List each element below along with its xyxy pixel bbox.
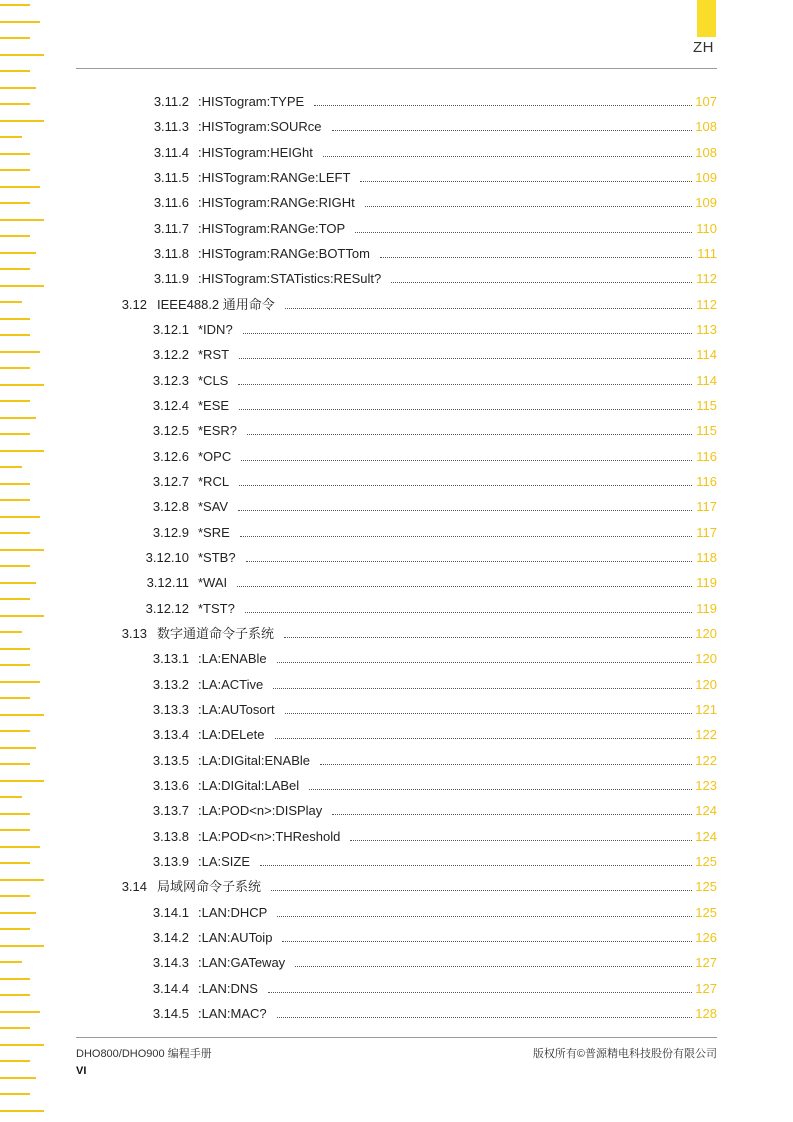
toc-dot-leader: [355, 232, 692, 233]
toc-entry-page: 109: [695, 169, 717, 185]
toc-dot-leader: [380, 257, 692, 258]
toc-entry-number: 3.14: [121, 879, 147, 895]
toc-entry-page: 117: [696, 499, 717, 515]
toc-entry[interactable]: [0, 599, 793, 619]
toc-entry[interactable]: [0, 700, 793, 720]
toc-dot-leader: [239, 409, 692, 410]
toc-entry-title: :LAN:DNS: [198, 980, 258, 996]
toc-section-entry[interactable]: [0, 295, 793, 315]
toc-entry-title: :LA:ACTive: [198, 676, 264, 692]
toc-entry[interactable]: [0, 1004, 793, 1024]
toc-entry-title: *STB?: [198, 549, 236, 565]
toc-dot-leader: [332, 130, 692, 131]
toc-entry-number: 3.14.2: [152, 929, 189, 945]
toc-entry-title: *ESR?: [198, 423, 238, 439]
toc-dot-leader: [240, 536, 692, 537]
toc-entry-number: 3.13.6: [152, 777, 189, 793]
toc-entry[interactable]: [0, 497, 793, 517]
toc-entry[interactable]: [0, 928, 793, 948]
toc-entry-title: *RCL: [198, 473, 230, 489]
toc-entry[interactable]: [0, 751, 793, 771]
toc-entry-number: 3.13.9: [152, 853, 189, 869]
toc-entry-number: 3.11.6: [153, 195, 189, 211]
toc-entry[interactable]: [0, 548, 793, 568]
toc-entry-number: 3.14.4: [152, 980, 189, 996]
toc-entry-page: 125: [695, 904, 717, 920]
toc-entry-title: :LA:POD<n>:DISPlay: [198, 803, 323, 819]
margin-tick: [0, 747, 36, 749]
toc-entry[interactable]: [0, 827, 793, 847]
toc-entry-number: 3.14.1: [152, 904, 189, 920]
margin-tick: [0, 1077, 36, 1079]
toc-entry[interactable]: [0, 801, 793, 821]
toc-dot-leader: [277, 662, 692, 663]
toc-entry-title: :HISTogram:HEIGht: [198, 144, 313, 160]
footer-copyright: 版权所有©普源精电科技股份有限公司: [532, 1048, 717, 1060]
toc-entry-title: :LA:AUTosort: [198, 701, 275, 717]
toc-entry-number: 3.12.1: [152, 321, 189, 337]
toc-dot-leader: [241, 460, 692, 461]
toc-entry-page: 125: [695, 879, 717, 895]
toc-dot-leader: [391, 282, 692, 283]
toc-dot-leader: [247, 434, 692, 435]
toc-entry[interactable]: [0, 903, 793, 923]
toc-entry-number: 3.14.3: [152, 955, 189, 971]
margin-tick: [0, 87, 36, 89]
toc-dot-leader: [260, 865, 692, 866]
footer-divider: [76, 1037, 717, 1038]
toc-entry-number: 3.11.5: [153, 169, 189, 185]
toc-entry-number: 3.13.5: [152, 752, 189, 768]
toc-entry-number: 3.12.10: [145, 549, 189, 565]
toc-section-entry[interactable]: [0, 624, 793, 644]
toc-entry-title: *RST: [198, 347, 230, 363]
toc-dot-leader: [332, 814, 692, 815]
toc-entry[interactable]: [0, 472, 793, 492]
footer-manual-title: DHO800/DHO900 编程手册: [76, 1048, 212, 1060]
toc-dot-leader: [239, 358, 692, 359]
toc-entry-page: 127: [695, 955, 717, 971]
toc-entry-page: 112: [696, 271, 717, 287]
toc-dot-leader: [365, 206, 692, 207]
toc-entry-page: 120: [695, 651, 717, 667]
toc-entry-number: 3.12: [121, 296, 147, 312]
toc-entry-number: 3.14.5: [152, 1005, 189, 1021]
toc-entry-page: 126: [695, 929, 717, 945]
toc-entry-title: :LA:SIZE: [198, 853, 251, 869]
toc-entry-title: :LA:ENABle: [198, 651, 267, 667]
toc-entry-number: 3.12.5: [152, 423, 189, 439]
toc-entry-number: 3.13.4: [152, 727, 189, 743]
toc-entry[interactable]: [0, 776, 793, 796]
toc-entry-title: :LAN:AUToip: [198, 929, 273, 945]
toc-entry-number: 3.12.12: [145, 600, 189, 616]
margin-tick: [0, 37, 30, 39]
toc-entry[interactable]: [0, 852, 793, 872]
margin-tick: [0, 1027, 30, 1029]
toc-entry-number: 3.11.8: [153, 245, 189, 261]
toc-entry-page: 121: [695, 701, 717, 717]
margin-tick: [0, 70, 30, 72]
toc-entry[interactable]: [0, 421, 793, 441]
toc-entry-number: 3.12.6: [152, 448, 189, 464]
toc-entry-title: :HISTogram:RANGe:RIGHt: [198, 195, 355, 211]
toc-entry[interactable]: [0, 396, 793, 416]
toc-entry-page: 113: [696, 321, 717, 337]
toc-entry[interactable]: [0, 447, 793, 467]
toc-entry-page: 119: [696, 600, 717, 616]
toc-entry-page: 107: [695, 94, 717, 109]
toc-dot-leader: [245, 612, 692, 613]
toc-entry-title: IEEE488.2 通用命令: [157, 296, 275, 312]
toc-entry-title: *OPC: [198, 448, 232, 464]
toc-entry-number: 3.11.7: [153, 220, 189, 236]
toc-entry-title: :HISTogram:RANGe:BOTTom: [198, 245, 370, 261]
toc-entry[interactable]: [0, 573, 793, 593]
toc-entry-title: :HISTogram:TYPE: [198, 94, 305, 109]
toc-entry-number: 3.12.4: [152, 397, 189, 413]
toc-entry[interactable]: [0, 244, 793, 264]
toc-dot-leader: [320, 764, 692, 765]
toc-entry-page: 108: [695, 119, 717, 135]
language-tab: [697, 0, 716, 37]
toc-dot-leader: [277, 1017, 692, 1018]
toc-dot-leader: [285, 308, 692, 309]
toc-entry-title: 数字通道命令子系统: [157, 625, 275, 641]
toc-dot-leader: [282, 941, 692, 942]
toc-dot-leader: [238, 384, 692, 385]
toc-entry-page: 120: [695, 625, 717, 641]
toc-entry-title: :LAN:MAC?: [198, 1005, 267, 1021]
toc-entry-title: :HISTogram:RANGe:LEFT: [198, 169, 351, 185]
toc-entry-number: 3.13.7: [152, 803, 189, 819]
toc-entry[interactable]: [0, 649, 793, 669]
margin-tick: [0, 1093, 30, 1095]
margin-tick: [0, 4, 30, 6]
toc-entry-page: 112: [696, 296, 717, 312]
toc-entry-page: 122: [695, 727, 717, 743]
toc-entry-page: 110: [696, 220, 717, 236]
toc-entry[interactable]: [0, 979, 793, 999]
toc-dot-leader: [309, 789, 692, 790]
toc-entry-page: 128: [695, 1005, 717, 1021]
toc-entry-page: 125: [695, 853, 717, 869]
toc-entry-title: *TST?: [198, 600, 235, 616]
toc-entry[interactable]: [0, 92, 793, 112]
toc-entry[interactable]: [0, 345, 793, 365]
toc-entry[interactable]: [0, 269, 793, 289]
toc-entry-page: 127: [695, 980, 717, 996]
toc-dot-leader: [323, 156, 692, 157]
toc-entry[interactable]: [0, 193, 793, 213]
toc-entry-title: :LA:DELete: [198, 727, 265, 743]
toc-entry-page: 114: [696, 372, 717, 388]
toc-dot-leader: [243, 333, 692, 334]
margin-tick: [0, 54, 44, 56]
toc-entry-page: 124: [695, 828, 717, 844]
toc-entry-number: 3.11.9: [153, 271, 189, 287]
toc-entry-title: 局域网命令子系统: [157, 879, 262, 895]
toc-entry-page: 117: [696, 524, 717, 540]
toc-dot-leader: [246, 561, 692, 562]
toc-dot-leader: [275, 738, 692, 739]
toc-entry-number: 3.13: [121, 625, 147, 641]
toc-entry-page: 119: [696, 575, 717, 591]
toc-entry-number: 3.13.1: [152, 651, 189, 667]
toc-dot-leader: [268, 992, 692, 993]
toc-entry-title: :LA:POD<n>:THReshold: [198, 828, 341, 844]
margin-tick: [0, 1044, 44, 1046]
margin-tick: [0, 1110, 44, 1112]
toc-dot-leader: [314, 105, 692, 106]
toc-entry-title: :LAN:GATeway: [198, 955, 286, 971]
toc-entry-number: 3.12.8: [152, 499, 189, 515]
toc-entry[interactable]: [0, 523, 793, 543]
toc-entry-title: *IDN?: [198, 321, 233, 337]
margin-tick: [0, 697, 30, 699]
toc-dot-leader: [360, 181, 692, 182]
toc-entry-page: 109: [695, 195, 717, 211]
toc-entry-page: 116: [696, 473, 717, 489]
toc-entry-page: 120: [695, 676, 717, 692]
toc-entry-title: :LAN:DHCP: [198, 904, 268, 920]
toc-entry-page: 124: [695, 803, 717, 819]
toc-entry-page: 115: [696, 397, 717, 413]
toc-entry-page: 114: [696, 347, 717, 363]
toc-entry-number: 3.11.2: [153, 94, 189, 109]
toc-entry[interactable]: [0, 219, 793, 239]
language-label: ZH: [693, 39, 714, 56]
toc-entry-title: :HISTogram:SOURce: [198, 119, 322, 135]
margin-tick: [0, 417, 36, 419]
toc-entry[interactable]: [0, 675, 793, 695]
toc-entry-page: 115: [696, 423, 717, 439]
toc-entry-page: 123: [695, 777, 717, 793]
toc-dot-leader: [277, 916, 692, 917]
toc-entry-page: 111: [697, 245, 717, 261]
toc-entry-number: 3.11.4: [153, 144, 189, 160]
toc-entry[interactable]: [0, 371, 793, 391]
toc-entry-number: 3.12.7: [152, 473, 189, 489]
toc-entry-title: *CLS: [198, 372, 229, 388]
toc-entry[interactable]: [0, 117, 793, 137]
toc-entry-page: 108: [695, 144, 717, 160]
toc-entry-page: 116: [696, 448, 717, 464]
margin-tick: [0, 21, 40, 23]
toc-dot-leader: [285, 713, 692, 714]
toc-entry[interactable]: [0, 143, 793, 163]
toc-entry-number: 3.13.8: [152, 828, 189, 844]
toc-dot-leader: [239, 485, 692, 486]
margin-tick: [0, 1060, 30, 1062]
toc-dot-leader: [271, 890, 692, 891]
toc-entry-page: 118: [696, 549, 717, 565]
toc-entry-number: 3.11.3: [153, 119, 189, 135]
toc-entry-title: :LA:DIGital:ENABle: [198, 752, 310, 768]
toc-entry-title: *WAI: [198, 575, 228, 591]
toc-dot-leader: [273, 688, 692, 689]
toc-entry-number: 3.12.3: [152, 372, 189, 388]
toc-entry-page: 122: [695, 752, 717, 768]
toc-entry-number: 3.12.2: [152, 347, 189, 363]
toc-entry[interactable]: [0, 953, 793, 973]
toc-entry-title: :LA:DIGital:LABel: [198, 777, 300, 793]
toc-entry-number: 3.12.9: [152, 524, 189, 540]
toc-entry[interactable]: [0, 725, 793, 745]
toc-dot-leader: [237, 586, 692, 587]
toc-section-entry[interactable]: [0, 877, 793, 897]
toc-entry-title: *ESE: [198, 397, 230, 413]
toc-dot-leader: [295, 966, 692, 967]
page-number: VI: [76, 1065, 87, 1077]
toc-entry[interactable]: [0, 320, 793, 340]
toc-dot-leader: [238, 510, 692, 511]
toc-entry-title: :HISTogram:RANGe:TOP: [198, 220, 346, 236]
toc-entry-title: :HISTogram:STATistics:RESult?: [198, 271, 382, 287]
toc-entry-title: *SRE: [198, 524, 230, 540]
margin-tick: [0, 796, 22, 798]
toc-entry-number: 3.12.11: [146, 575, 189, 591]
toc-entry[interactable]: [0, 168, 793, 188]
toc-dot-leader: [284, 637, 692, 638]
header-divider: [76, 68, 717, 69]
toc-entry-number: 3.13.3: [152, 701, 189, 717]
toc-entry-title: *SAV: [198, 499, 229, 515]
margin-tick: [0, 367, 30, 369]
toc-dot-leader: [350, 840, 692, 841]
toc-entry-number: 3.13.2: [152, 676, 189, 692]
